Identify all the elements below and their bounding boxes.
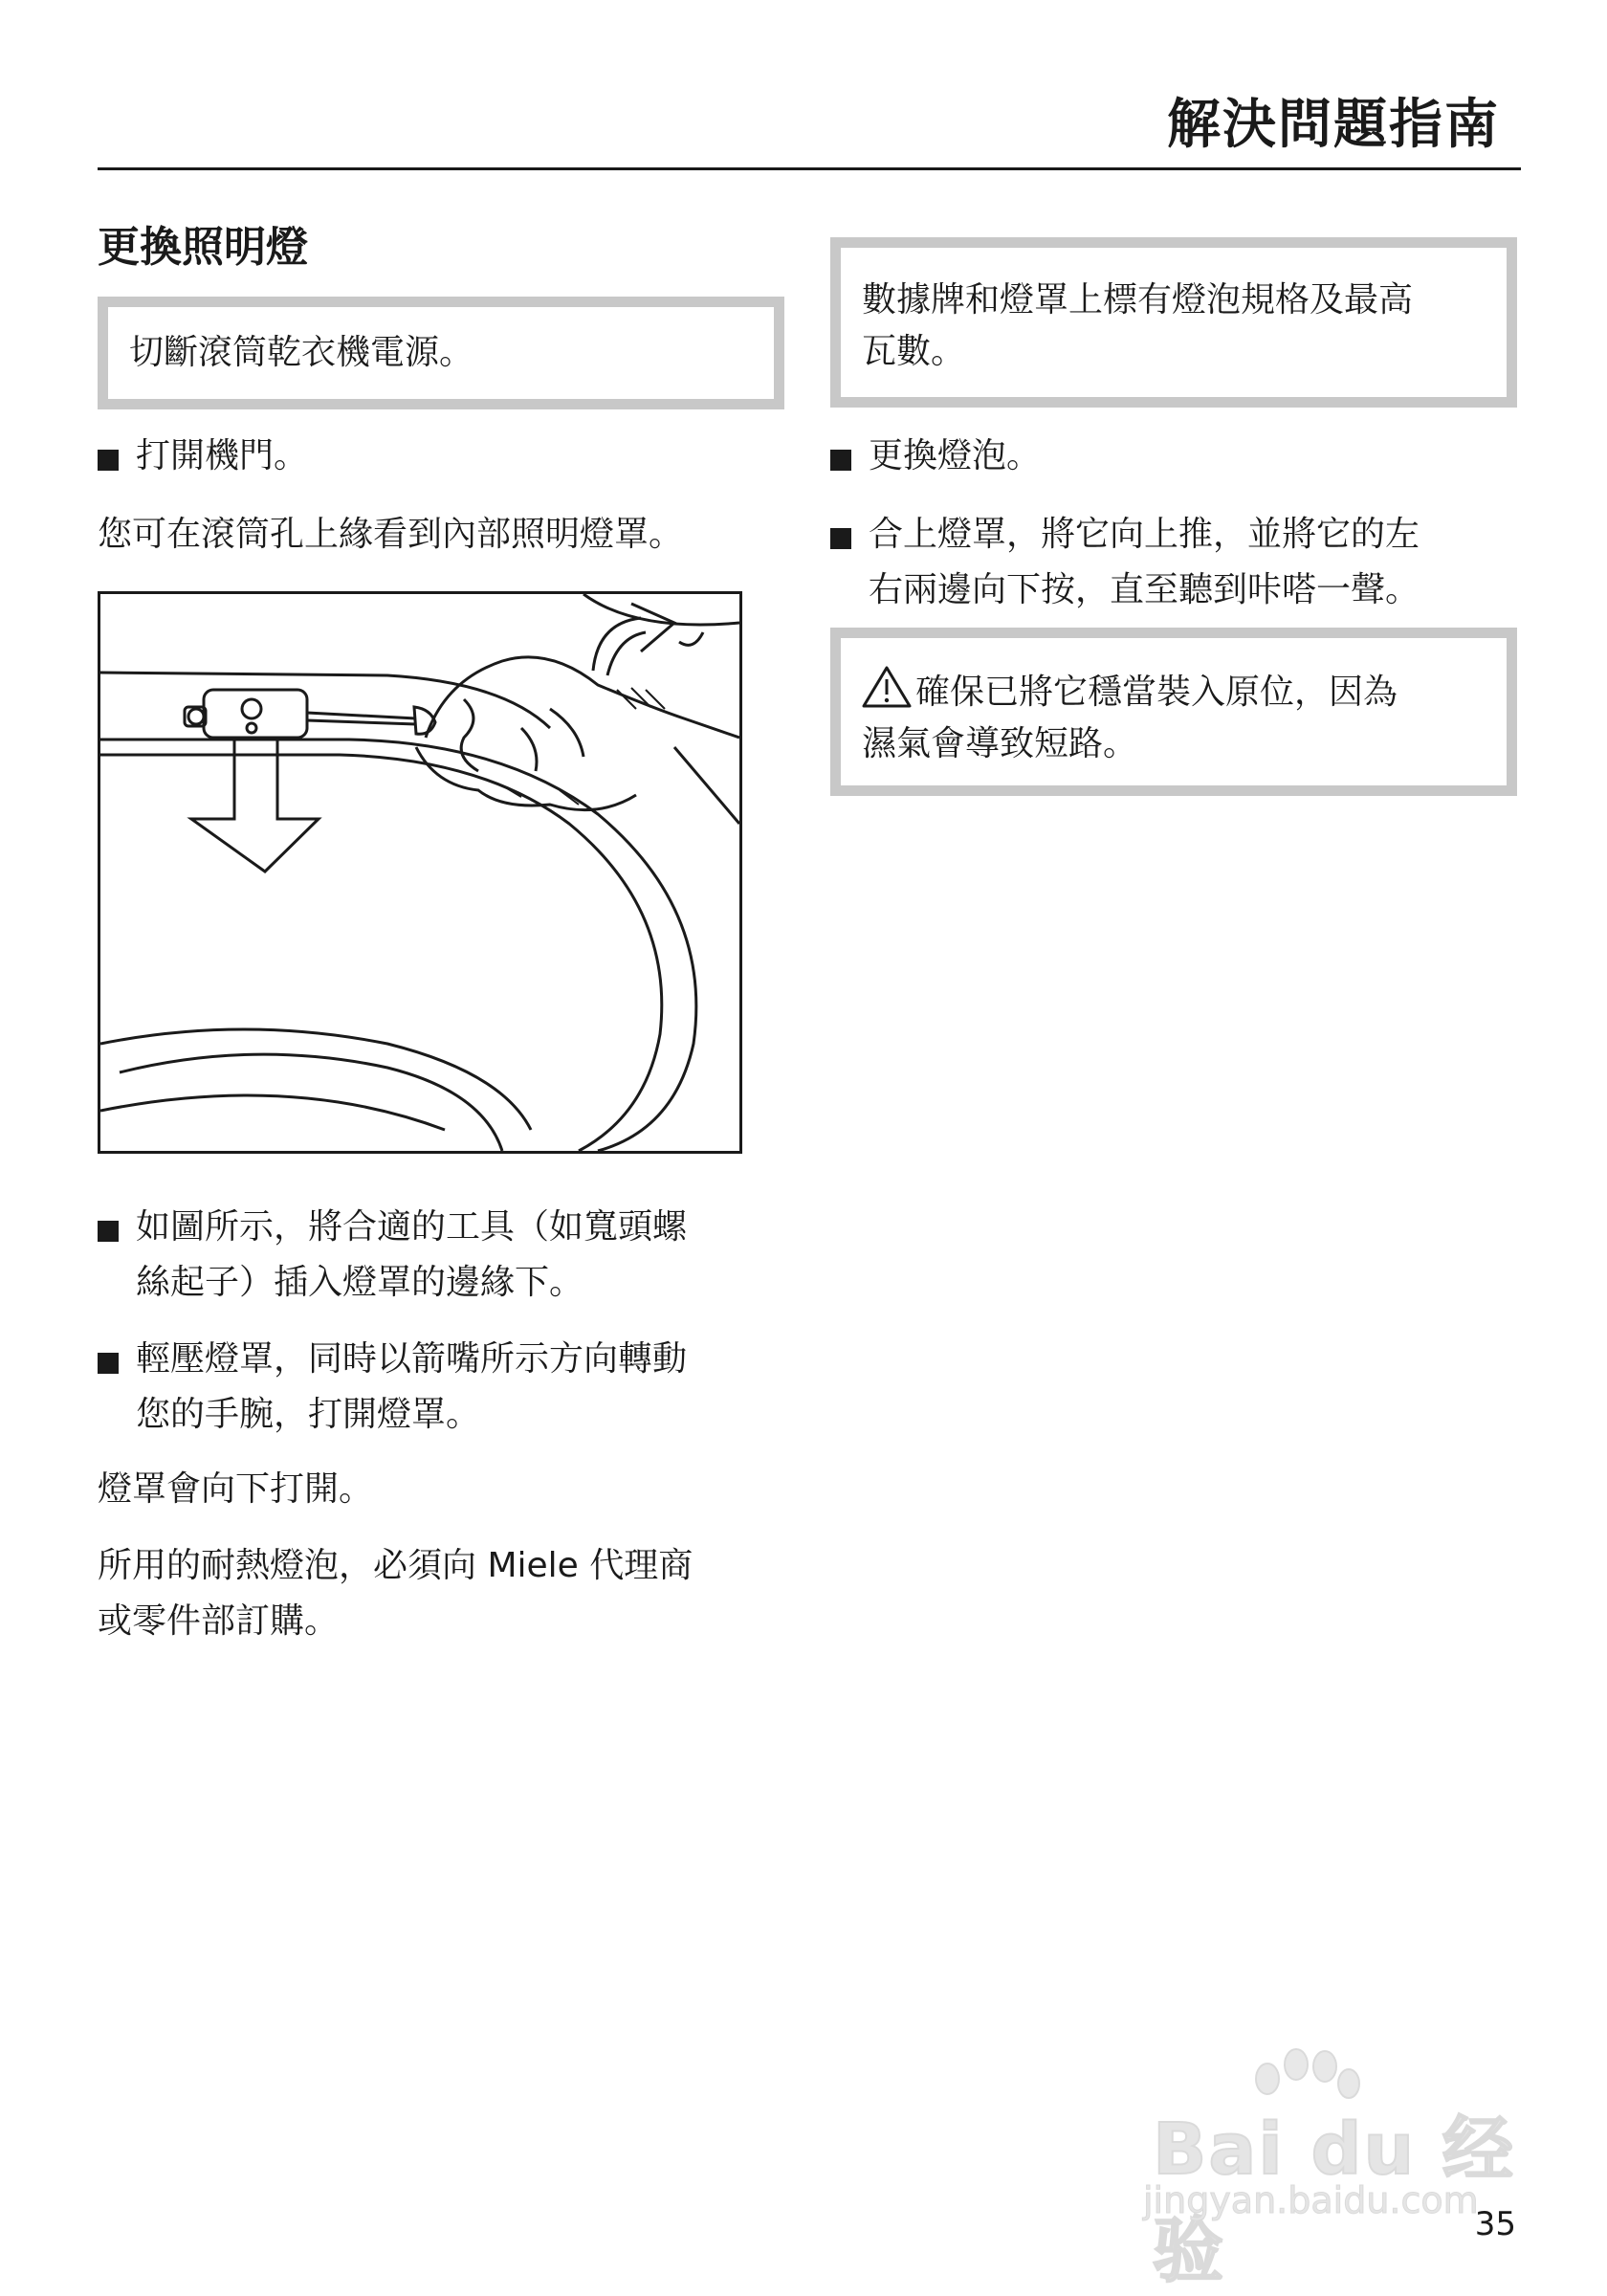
order-bulb-line2: 或零件部訂購。 xyxy=(98,1601,340,1641)
order-bulb-text xyxy=(98,1538,693,1649)
bulb-spec-note-line1: 數據牌和燈罩上標有燈泡規格及最高 xyxy=(862,280,1414,320)
bullet-press-cover-line1: 輕壓燈罩，同時以箭嘴所示方向轉動 xyxy=(136,1339,688,1379)
bullet-square-icon xyxy=(98,1221,119,1242)
warning-triangle-icon xyxy=(862,665,912,709)
lamp-cover-location-text: 您可在滾筒孔上緣看到內部照明燈罩。 xyxy=(98,515,684,554)
header-title: 解決問題指南 xyxy=(1167,94,1500,156)
bullet-press-cover-line2: 您的手腕，打開燈罩。 xyxy=(136,1395,481,1434)
warning-note-line2: 濕氣會導致短路。 xyxy=(862,724,1138,763)
bullet-insert-tool-line1: 如圖所示，將合適的工具（如寬頭螺 xyxy=(136,1207,688,1247)
bullet-close-cover-line1: 合上燈罩，將它向上推，並將它的左 xyxy=(869,515,1420,554)
bullet-square-icon xyxy=(830,528,851,549)
bullet-open-door-text: 打開機門。 xyxy=(136,436,309,475)
bullet-close-cover-line2: 右兩邊向下按，直至聽到咔嗒一聲。 xyxy=(869,570,1420,609)
header-rule xyxy=(98,167,1521,170)
watermark-url-text: jingyan.baidu.com xyxy=(1143,2179,1479,2221)
section-title: 更換照明燈 xyxy=(98,223,308,272)
warning-note xyxy=(830,628,1517,796)
watermark-main-text: Bai du 经验 xyxy=(1153,2108,1515,2292)
bullet-square-icon xyxy=(98,1353,119,1374)
bullet-press-cover xyxy=(98,1332,687,1443)
power-off-note xyxy=(98,297,784,409)
bulb-spec-note xyxy=(830,237,1517,408)
drum-illustration-svg xyxy=(100,594,739,1151)
bullet-replace-bulb-text: 更換燈泡。 xyxy=(869,436,1042,475)
bullet-insert-tool xyxy=(98,1200,687,1311)
warning-note-line1 xyxy=(862,665,1486,718)
bulb-spec-note-line2: 瓦數。 xyxy=(862,332,966,371)
order-bulb-line1: 所用的耐熱燈泡，必須向 Miele 代理商 xyxy=(98,1546,693,1585)
lamp-cover-illustration xyxy=(98,591,742,1154)
power-off-note-text: 切斷滾筒乾衣機電源。 xyxy=(129,333,474,372)
bullet-open-door xyxy=(98,429,308,484)
warning-note-line1-text: 確保已將它穩當裝入原位，因為 xyxy=(915,673,1398,712)
bullet-square-icon xyxy=(98,450,119,471)
page-number: 35 xyxy=(1474,2205,1516,2243)
bullet-replace-bulb xyxy=(830,429,1041,484)
bullet-close-cover xyxy=(830,507,1420,618)
bullet-insert-tool-line2: 絲起子）插入燈罩的邊緣下。 xyxy=(136,1263,584,1302)
cover-opens-text: 燈罩會向下打開。 xyxy=(98,1469,374,1509)
bullet-square-icon xyxy=(830,450,851,471)
